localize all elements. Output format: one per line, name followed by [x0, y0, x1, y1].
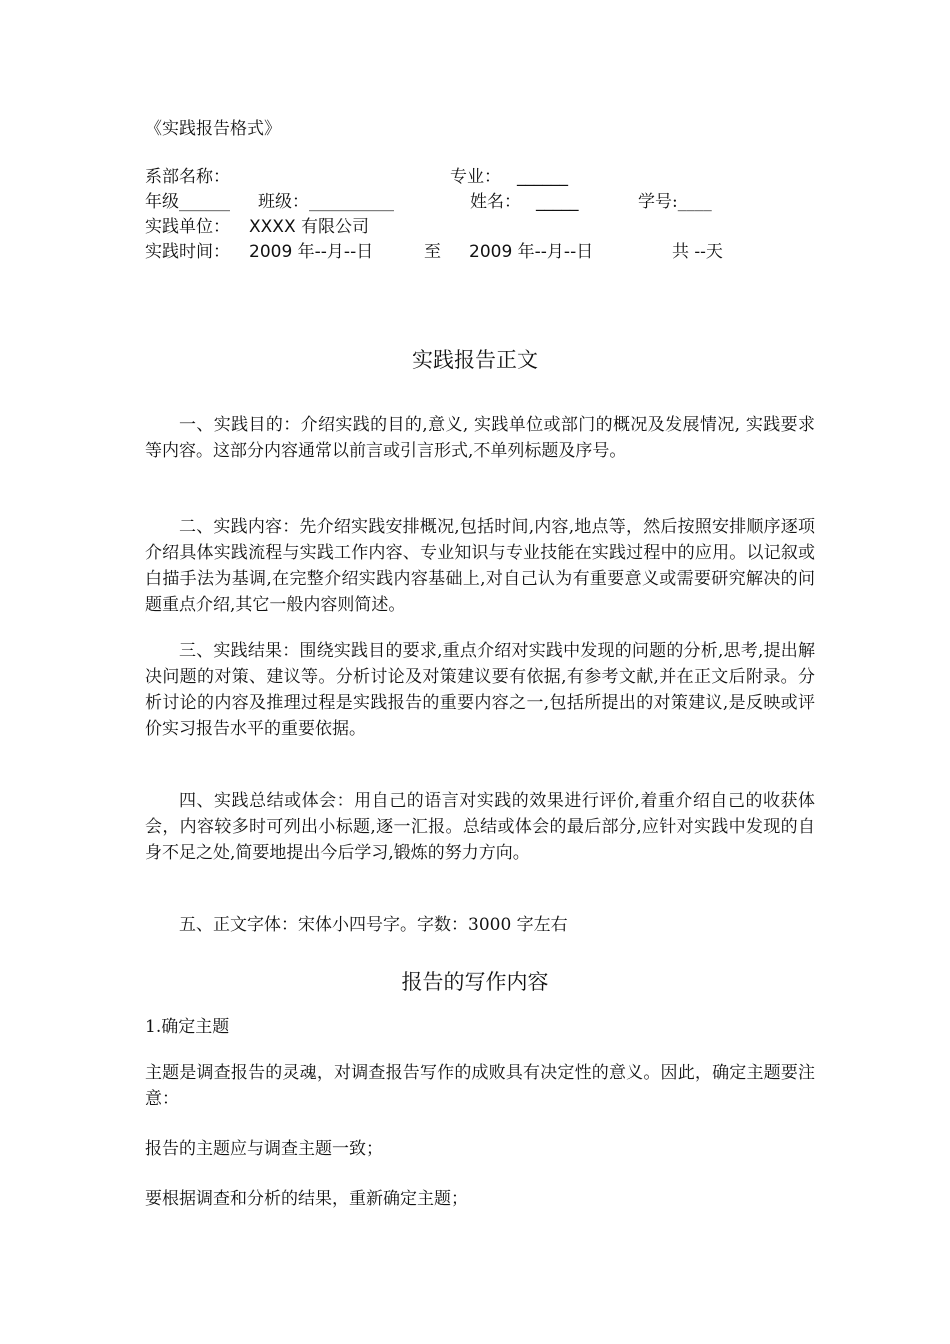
major-blank: ______ [517, 167, 568, 187]
section-summary: 四、实践总结或体会：用自己的语言对实践的效果进行评价,着重介绍自己的收获体会，内容较多时可列出小标题,逐一汇报。总结或体会的最后部分,应针对实践中发现的自身不足之处,简要地提出今后学习,锻炼的努力方向。 [145, 791, 815, 863]
section-content: 二、实践内容：先介绍实践安排概况,包括时间,内容,地点等，然后按照安排顺序逐项介绍具体实践流程与实践工作内容、专业知识与专业技能在实践过程中的应用。以记叙或白描手法为基调,在完整介绍实践内容基础上,对自己认为有重要意义或需要研究解决的问题重点介绍,其它一般内容则简述。 [145, 517, 815, 615]
body-heading: 实践报告正文 [412, 348, 538, 372]
item-1-title: 1.确定主题 [145, 1017, 230, 1037]
section-purpose: 一、实践目的：介绍实践的目的,意义, 实践单位或部门的概况及发展情况, 实践要求等内容。这部分内容通常以前言或引言形式,不单列标题及序号。 [145, 415, 815, 461]
student-id-label: 学号:____ [638, 192, 712, 212]
major-label: 专业： [450, 167, 501, 187]
unit-label: 实践单位： [145, 217, 230, 237]
unit-value: XXXX 有限公司 [249, 217, 369, 237]
writing-paragraph-2: 报告的主题应与调查主题一致； [145, 1139, 383, 1159]
time-label: 实践时间： [145, 242, 230, 262]
name-label: 姓名： [470, 192, 521, 212]
grade-label: 年级______ [145, 192, 230, 212]
section-result: 三、实践结果：围绕实践目的要求,重点介绍对实践中发现的问题的分析,思考,提出解决问题的对策、建议等。分析讨论及对策建议要有依据,有参考文献,并在正文后附录。分析讨论的内容及推理过程是实践报告的重要内容之一,包括所提出的对策建议,是反映或评价实习报告水平的重要依据。 [145, 641, 815, 739]
writing-heading: 报告的写作内容 [401, 970, 549, 994]
writing-paragraph-1: 主题是调查报告的灵魂，对调查报告写作的成败具有决定性的意义。因此，确定主题要注意： [145, 1063, 815, 1109]
time-start: 2009 年--月--日 [249, 242, 374, 262]
class-label: 班级：__________ [258, 192, 394, 212]
writing-paragraph-3: 要根据调查和分析的结果，重新确定主题； [145, 1189, 468, 1209]
time-end: 2009 年--月--日 [469, 242, 594, 262]
section-font: 五、正文字体：宋体小四号字。字数：3000 字左右 [179, 915, 568, 935]
time-total: 共 --天 [672, 242, 723, 262]
dept-label: 系部名称： [145, 167, 230, 187]
name-blank: _____ [536, 192, 579, 212]
document-title: 《实践报告格式》 [145, 119, 281, 139]
time-to: 至 [424, 242, 441, 262]
